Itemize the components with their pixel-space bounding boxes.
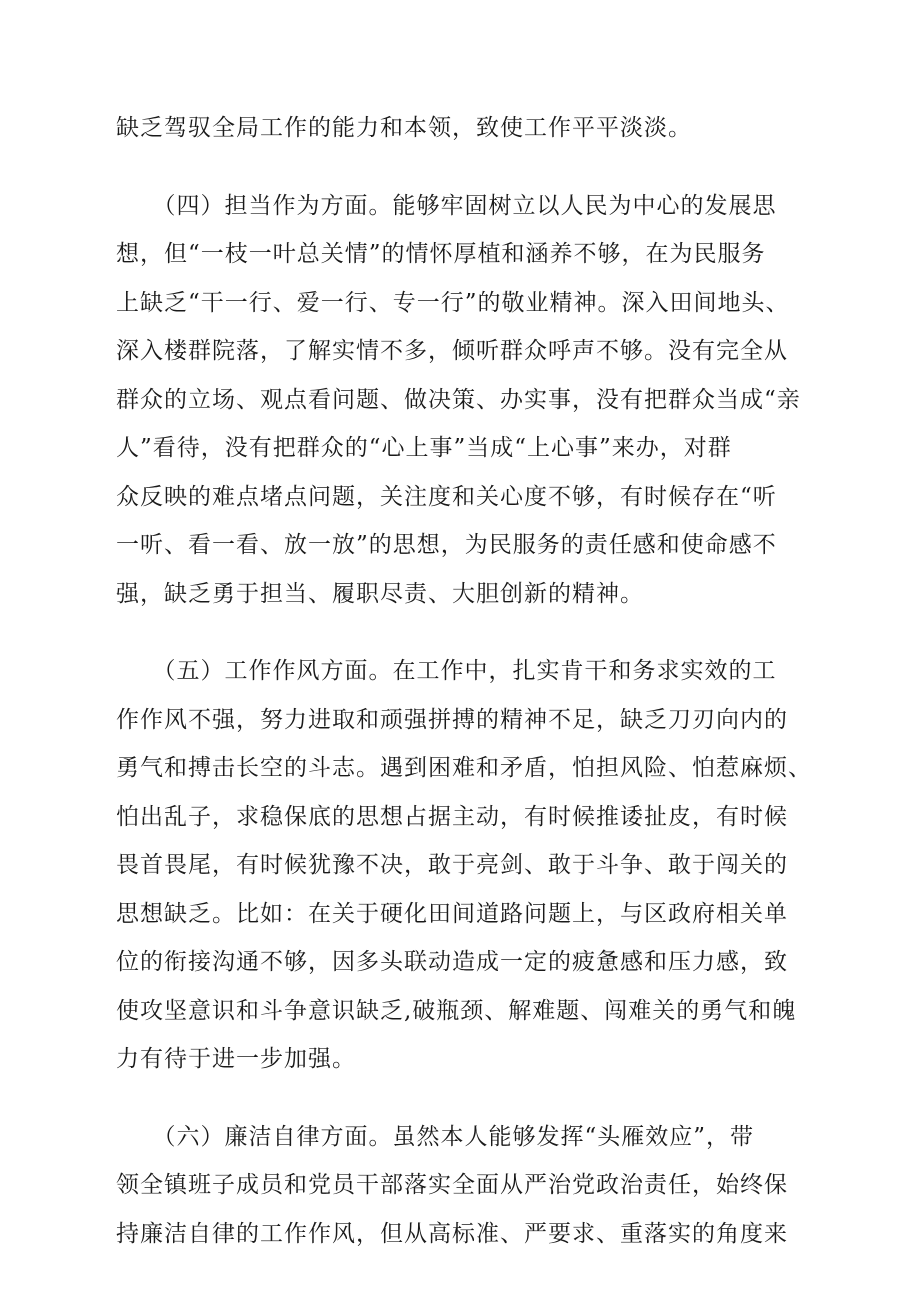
text-line: （六）廉洁自律方面。虽然本人能够发挥“头雁效应”，带 bbox=[116, 1123, 755, 1150]
paragraph-section-6 bbox=[116, 1113, 794, 1259]
text-line: （五）工作作风方面。在工作中，扎实肯干和务求实效的工 bbox=[116, 658, 777, 684]
text-line: 持廉洁自律的工作作风，但从高标准、严要求、重落实的角度来 bbox=[116, 1220, 788, 1247]
text-line: 使攻坚意识和斗争意识缺乏,破瓶颈、解难题、闯难关的勇气和魄 bbox=[116, 997, 797, 1024]
text-line: 人”看待，没有把群众的“心上事”当成“上心事”来办，对群 bbox=[116, 435, 732, 461]
text-line: 深入楼群院落，了解实情不多，倾听群众呼声不够。没有完全从 bbox=[116, 338, 788, 364]
text-line: 群众的立场、观点看问题、做决策、办实事，没有把群众当成“亲 bbox=[116, 386, 801, 413]
text-line: 怕出乱子，求稳保底的思想占据主动，有时候推诿扯皮，有时候 bbox=[116, 803, 788, 830]
text-line: 想，但“一枝一叶总关情”的情怀厚植和涵养不够，在为民服务 bbox=[116, 241, 766, 267]
paragraph-section-4 bbox=[116, 182, 801, 619]
paragraph-spacer bbox=[116, 618, 794, 647]
text-line: 强，缺乏勇于担当、履职尽责、大胆创新的精神。 bbox=[116, 580, 644, 607]
text-line: 位的衔接沟通不够，因多头联动造成一定的疲惫感和压力感，致 bbox=[116, 949, 788, 975]
text-line: （四）担当作为方面。能够牢固树立以人民为中心的发展思 bbox=[116, 192, 777, 219]
text-line: 作作风不强，努力进取和顽强拼搏的精神不足，缺乏刀刃向内的 bbox=[116, 706, 788, 733]
text-line: 勇气和搏击长空的斗志。遇到困难和矛盾，怕担风险、怕惹麻烦、 bbox=[116, 755, 812, 781]
text-line: 畏首畏尾，有时候犹豫不决，敢于亮剑、敢于斗争、敢于闯关的 bbox=[116, 852, 788, 878]
text-line: 领全镇班子成员和党员干部落实全面从严治党政治责任，始终保 bbox=[116, 1172, 788, 1198]
paragraph-spacer bbox=[116, 1084, 794, 1113]
text-line: 思想缺乏。比如：在关于硬化田间道路问题上，与区政府相关单 bbox=[116, 900, 788, 927]
paragraph-closing-fragment bbox=[116, 104, 794, 153]
paragraph-section-5 bbox=[116, 647, 812, 1084]
text-line: 众反映的难点堵点问题，关注度和关心度不够，有时候存在“听 bbox=[116, 483, 777, 510]
text-line: 缺乏驾驭全局工作的能力和本领，致使工作平平淡淡。 bbox=[116, 115, 692, 141]
text-line: 力有待于进一步加强。 bbox=[116, 1046, 356, 1072]
paragraph-spacer bbox=[116, 153, 794, 182]
text-line: 上缺乏“干一行、爱一行、专一行”的敬业精神。深入田间地头、 bbox=[116, 289, 790, 316]
text-line: 一听、看一看、放一放”的思想，为民服务的责任感和使命感不 bbox=[116, 532, 777, 558]
